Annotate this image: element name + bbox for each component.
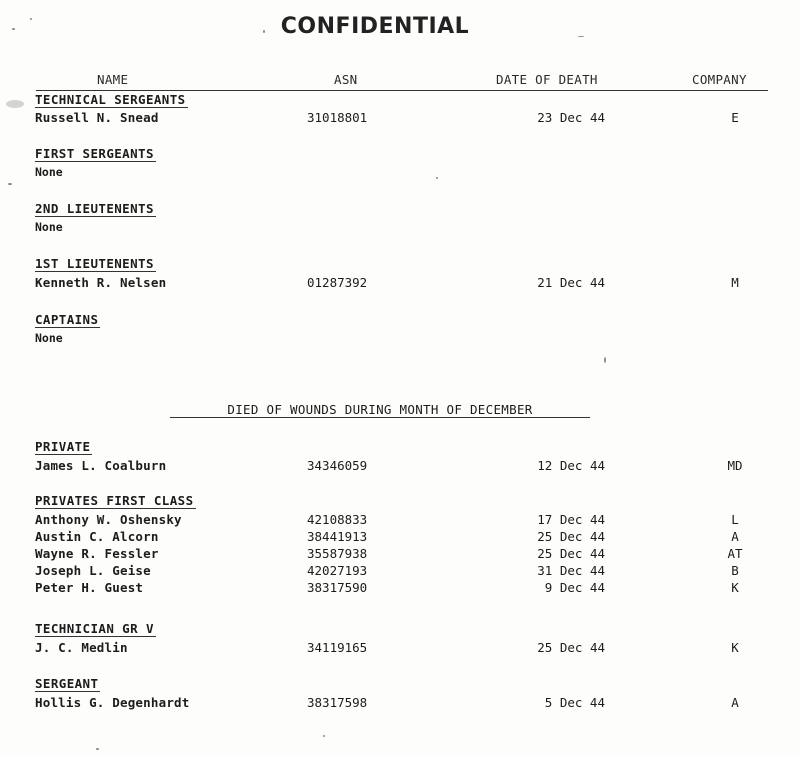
scan-speck (6, 100, 24, 108)
table-row (0, 695, 800, 710)
column-header-asn: ASN (334, 72, 358, 87)
column-header-name: NAME (97, 72, 129, 87)
died-of-wounds-heading: DIED OF WOUNDS DURING MONTH OF DECEMBER (170, 403, 590, 418)
cell-name: Wayne R. Fessler (35, 546, 159, 561)
cell-company: A (731, 529, 739, 544)
none-entry: None (35, 331, 63, 345)
cell-date: 25 Dec 44 (537, 640, 605, 655)
scan-speck (96, 748, 99, 750)
cell-name: Russell N. Snead (35, 110, 159, 125)
section-heading: SERGEANT (35, 676, 99, 691)
cell-name: Peter H. Guest (35, 580, 144, 595)
none-entry: None (35, 165, 63, 179)
section-heading: PRIVATES FIRST CLASS (35, 493, 194, 508)
cell-asn: 38441913 (307, 529, 368, 544)
cell-company: MD (727, 458, 743, 473)
section-heading: TECHNICAL SERGEANTS (35, 92, 186, 107)
cell-date: 25 Dec 44 (537, 529, 605, 544)
cell-date: 9 Dec 44 (544, 580, 605, 595)
cell-asn: 34119165 (307, 640, 368, 655)
table-row (0, 529, 800, 544)
table-row (0, 110, 800, 125)
table-row (0, 275, 800, 290)
cell-date: 12 Dec 44 (537, 458, 605, 473)
scan-speck (604, 357, 606, 363)
cell-date: 5 Dec 44 (544, 695, 605, 710)
scan-speck (323, 735, 325, 737)
section-heading: PRIVATE (35, 439, 91, 454)
cell-asn: 42027193 (307, 563, 368, 578)
section-heading: 1ST LIEUTENENTS (35, 256, 154, 271)
cell-name: Kenneth R. Nelsen (35, 275, 167, 290)
cell-date: 21 Dec 44 (537, 275, 605, 290)
cell-company: E (731, 110, 739, 125)
header-rule (36, 90, 768, 91)
table-row (0, 563, 800, 578)
confidential-title: CONFIDENTIAL (280, 14, 470, 39)
cell-company: L (731, 512, 739, 527)
table-row (0, 546, 800, 561)
scan-speck (436, 177, 438, 179)
cell-name: James L. Coalburn (35, 458, 167, 473)
cell-date: 23 Dec 44 (537, 110, 605, 125)
cell-company: A (731, 695, 739, 710)
cell-asn: 01287392 (307, 275, 368, 290)
table-row (0, 580, 800, 595)
cell-name: Joseph L. Geise (35, 563, 151, 578)
cell-name: Hollis G. Degenhardt (35, 695, 190, 710)
cell-asn: 38317590 (307, 580, 368, 595)
cell-asn: 42108833 (307, 512, 368, 527)
section-heading: TECHNICIAN GR V (35, 621, 154, 636)
table-row (0, 640, 800, 655)
cell-asn: 35587938 (307, 546, 368, 561)
cell-company: B (731, 563, 739, 578)
cell-company: K (731, 640, 739, 655)
cell-asn: 34346059 (307, 458, 368, 473)
cell-company: AT (727, 546, 743, 561)
cell-company: K (731, 580, 739, 595)
cell-name: Anthony W. Oshensky (35, 512, 182, 527)
table-row (0, 458, 800, 473)
column-header-date: DATE OF DEATH (496, 72, 598, 87)
cell-date: 31 Dec 44 (537, 563, 605, 578)
section-heading: CAPTAINS (35, 312, 99, 327)
scan-speck (8, 183, 12, 185)
cell-asn: 38317598 (307, 695, 368, 710)
cell-asn: 31018801 (307, 110, 368, 125)
cell-name: Austin C. Alcorn (35, 529, 159, 544)
section-heading: FIRST SERGEANTS (35, 146, 154, 161)
table-row (0, 512, 800, 527)
cell-name: J. C. Medlin (35, 640, 128, 655)
cell-date: 17 Dec 44 (537, 512, 605, 527)
column-header-company: COMPANY (692, 72, 747, 87)
section-heading: 2ND LIEUTENENTS (35, 201, 154, 216)
none-entry: None (35, 220, 63, 234)
cell-date: 25 Dec 44 (537, 546, 605, 561)
cell-company: M (731, 275, 739, 290)
